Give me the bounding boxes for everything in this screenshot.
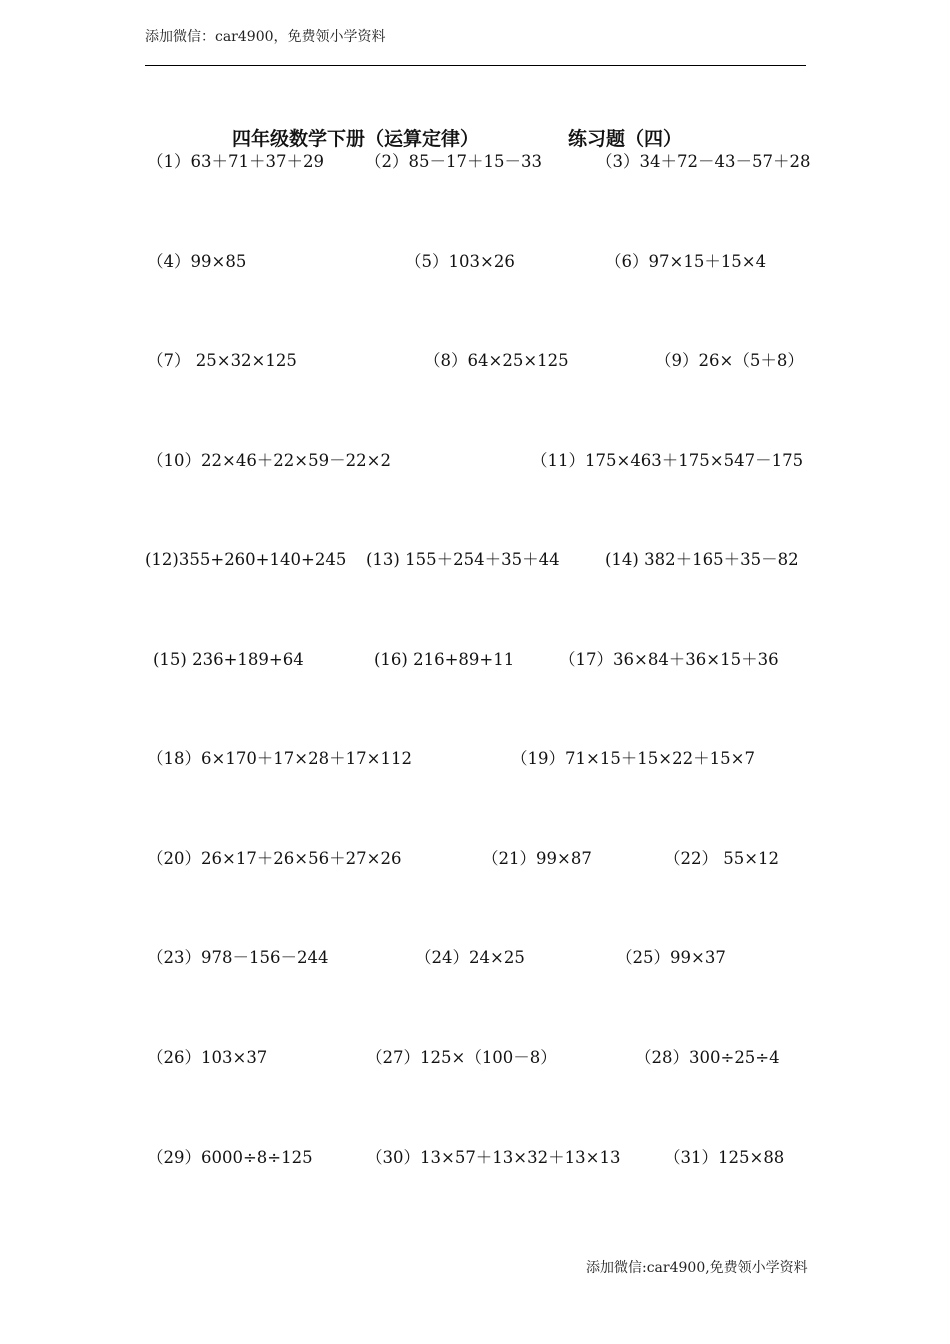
problem-21: （21）99×87 <box>482 849 592 868</box>
problem-14: (14) 382＋165＋35－82 <box>605 550 799 569</box>
problem-9: （9）26×（5＋8） <box>655 351 804 370</box>
problem-6: （6）97×15＋15×4 <box>605 252 767 271</box>
problem-18: （18）6×170＋17×28＋17×112 <box>147 749 412 768</box>
problem-26: （26）103×37 <box>147 1048 268 1067</box>
problem-17: （17）36×84＋36×15＋36 <box>559 650 779 669</box>
problem-25: （25）99×37 <box>616 948 726 967</box>
problem-29: （29）6000÷8÷125 <box>147 1148 313 1167</box>
problem-10: （10）22×46＋22×59－22×2 <box>147 451 391 470</box>
problem-5: （5）103×26 <box>405 252 515 271</box>
problem-31: （31）125×88 <box>664 1148 785 1167</box>
problem-28: （28）300÷25÷4 <box>635 1048 780 1067</box>
footer-watermark-text: 添加微信:car4900,免费领小学资料 <box>586 1260 808 1276</box>
problem-23: （23）978－156－244 <box>147 948 329 967</box>
problem-7: （7） 25×32×125 <box>147 351 297 370</box>
problem-19: （19）71×15＋15×22＋15×7 <box>511 749 755 768</box>
header-divider <box>145 65 806 66</box>
problem-11: （11）175×463＋175×547－175 <box>531 451 804 470</box>
header-watermark-text: 添加微信：car4900，免费领小学资料 <box>145 29 386 45</box>
title-main: 四年级数学下册（运算定律） <box>232 128 480 150</box>
problem-22: （22） 55×12 <box>664 849 780 868</box>
problem-20: （20）26×17＋26×56＋27×26 <box>147 849 402 868</box>
problem-8: （8）64×25×125 <box>424 351 569 370</box>
title-sub: 练习题（四） <box>568 128 683 150</box>
problem-15: (15) 236+189+64 <box>153 650 304 669</box>
problem-13: (13) 155＋254＋35＋44 <box>366 550 560 569</box>
problem-24: （24）24×25 <box>415 948 525 967</box>
problem-4: （4）99×85 <box>147 252 247 271</box>
problem-2: （2）85－17＋15－33 <box>365 152 542 171</box>
problem-12: (12)355+260+140+245 <box>145 550 347 569</box>
problem-27: （27）125×（100－8） <box>366 1048 557 1067</box>
problem-30: （30）13×57＋13×32＋13×13 <box>366 1148 621 1167</box>
problem-16: (16) 216+89+11 <box>374 650 515 669</box>
problem-3: （3）34＋72－43－57＋28 <box>596 152 811 171</box>
problem-1: （1）63＋71＋37＋29 <box>147 152 324 171</box>
